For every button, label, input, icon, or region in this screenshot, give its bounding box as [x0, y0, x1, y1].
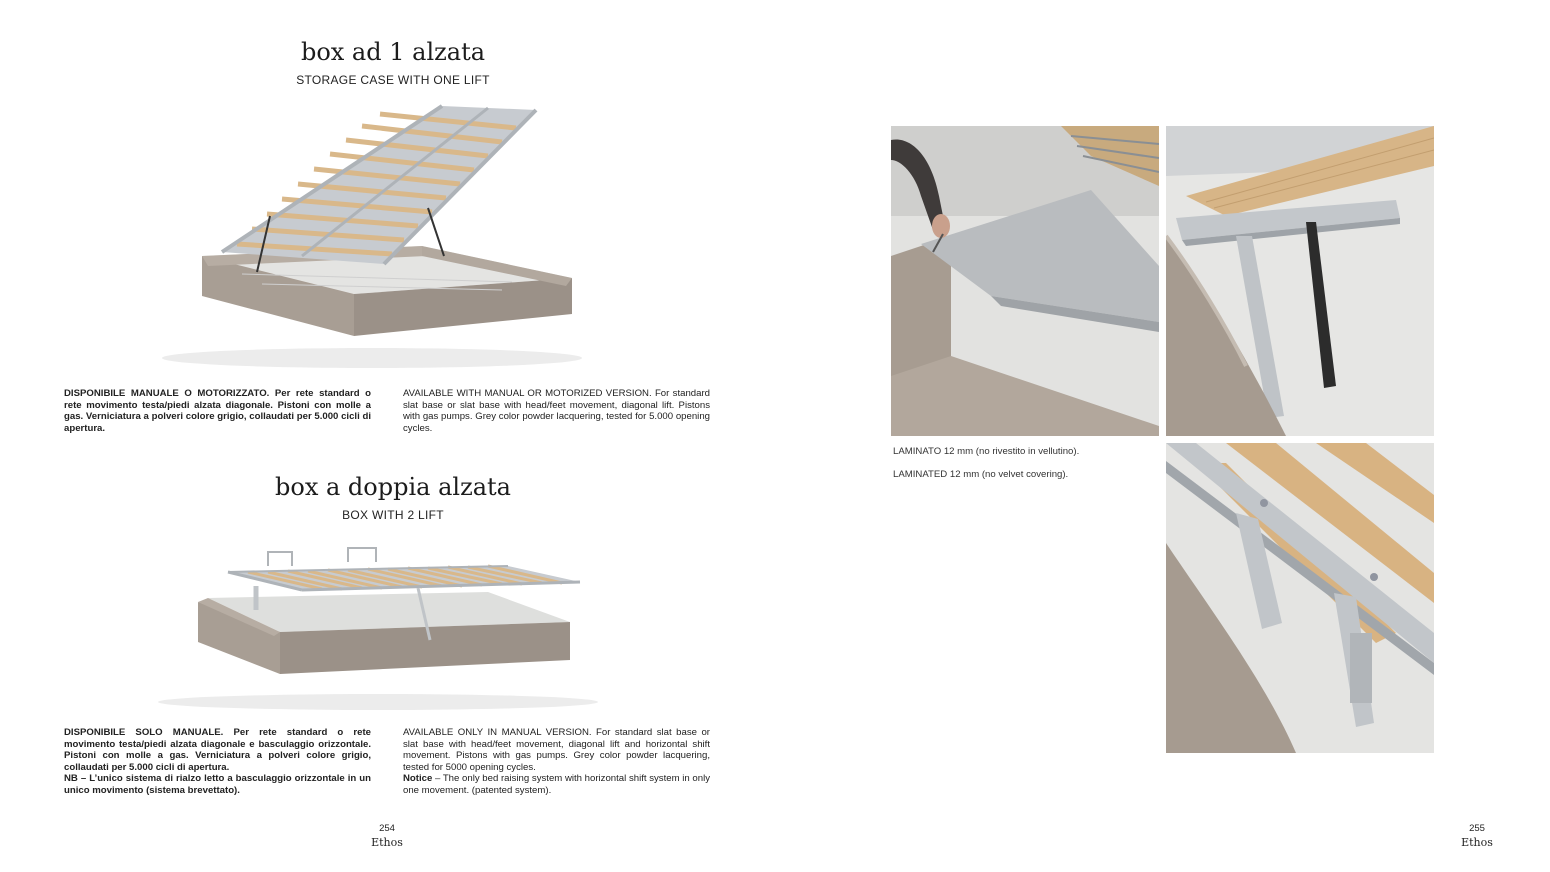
- section1-text-italian-lead: DISPONIBILE MANUALE O MOTORIZZATO.: [64, 388, 270, 399]
- left-collection-name: Ethos: [371, 836, 403, 849]
- left-page-number: 254: [379, 823, 395, 834]
- laminate-detail-photo: [891, 126, 1159, 436]
- section1-text-italian-body: Per rete standard o rete movimento testa/piedi alzata diagonale. Pistoni con molle a gas. Verniciatura a polveri colore grigio, collaudati per 5.000 cicli di apertura.: [64, 388, 372, 434]
- right-page-number: 255: [1469, 823, 1485, 834]
- laminate-caption-italian: LAMINATO 12 mm (no rivestito in vellutino).: [893, 446, 1080, 457]
- section2-title: box a doppia alzata: [275, 473, 511, 501]
- section2-nb-lead: NB: [64, 773, 78, 785]
- section1-text-italian: [64, 388, 371, 434]
- section2-notice-lead: Notice: [403, 773, 433, 785]
- right-folio: [1437, 823, 1517, 849]
- section2-nb-text: – L’unico sistema di rialzo letto a basculaggio orizzontale in un unico movimento (sistema brevettato).: [64, 773, 371, 796]
- frame-piston-photo: [1166, 126, 1434, 436]
- right-collection-name: Ethos: [1461, 836, 1493, 849]
- laminate-caption-english: LAMINATED 12 mm (no velvet covering).: [893, 469, 1069, 480]
- bed-double-lift-image: [88, 536, 658, 718]
- section2-text-italian-body: Per rete standard o rete movimento testa/piedi alzata diagonale e basculaggio orizzontale. Pistoni con molle a gas. Verniciatura a polveri colore grigio, collaudati per 5.000 cicli di apertura.: [64, 727, 371, 773]
- section2-text-italian-lead: DISPONIBILE SOLO MANUALE.: [64, 727, 224, 738]
- section2-text-english: [403, 727, 710, 797]
- bed-one-lift-image: [92, 96, 658, 376]
- section2-subtitle: BOX WITH 2 LIFT: [342, 508, 444, 522]
- slat-frame-corner-photo: [1166, 443, 1434, 753]
- section1-title: box ad 1 alzata: [300, 38, 486, 66]
- section1-text-english: AVAILABLE WITH MANUAL OR MOTORIZED VERSION. For standard slat base or slat base with head/feet movement, diagonal lift. Pistons with gas pumps. Grey color powder lacquering, tested for 5.000 opening cycles.: [403, 388, 710, 434]
- section1-subtitle: STORAGE CASE WITH ONE LIFT: [296, 73, 490, 87]
- left-folio: [347, 823, 427, 849]
- section2-text-italian: [64, 727, 371, 797]
- section2-notice-text: – The only bed raising system with horizontal shift system in only one movement. (patented system).: [403, 773, 710, 796]
- section2-text-english-body: AVAILABLE ONLY IN MANUAL VERSION. For standard slat base or slat base with head/feet movement, diagonal lift and horizontal shift movement. Pistons with gas pumps. Grey color powder lacquering, tested for 5000 opening cycles.: [403, 727, 710, 773]
